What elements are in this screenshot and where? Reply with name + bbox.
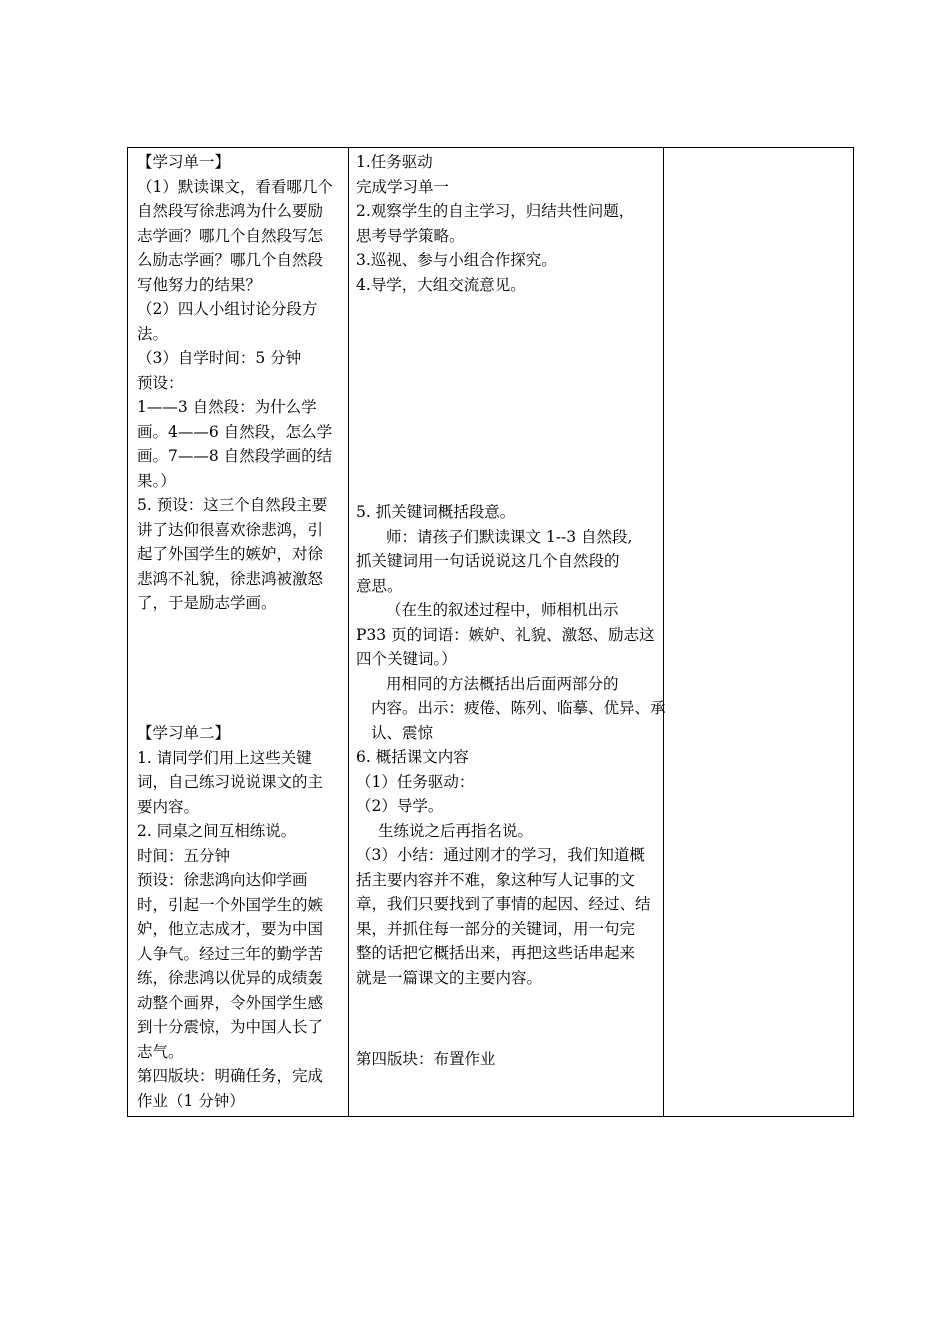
text-line: （3）小结：通过刚才的学习，我们知道概	[356, 846, 645, 864]
text-line: 作业（1 分钟）	[137, 1091, 245, 1110]
text-line: 动整个画界，令外国学生感	[137, 993, 324, 1012]
text-line: 内容。出示：疲倦、陈列、临摹、优异、承	[371, 699, 666, 717]
text-line: 法。	[137, 324, 169, 343]
text-line: （1）任务驱动：	[356, 772, 475, 791]
text-line: 【学习单二】	[137, 724, 231, 742]
text-line: 时间：五分钟	[137, 846, 231, 865]
text-line: 1——3 自然段：为什么学	[137, 398, 317, 416]
text-line: 志学画？哪几个自然段写怎	[137, 226, 324, 245]
text-line: 词，自己练习说说课文的主	[137, 773, 324, 791]
text-line: 了，于是励志学画。	[137, 594, 277, 612]
text-line: （2）导学。	[356, 797, 444, 815]
text-line: 1.任务驱动	[356, 153, 433, 171]
notes-column	[665, 148, 853, 1116]
text-line: 认、震惊	[371, 723, 434, 742]
text-line: 第四版块：明确任务，完成	[137, 1067, 324, 1085]
text-line: 3.巡视、参与小组合作探究。	[356, 251, 557, 269]
text-line: 2. 同桌之间互相练说。	[137, 822, 297, 840]
text-line: 括主要内容并不难，象这种写人记事的文	[356, 870, 636, 889]
text-line: （1）默读课文，看看哪几个	[137, 177, 333, 196]
text-line: 时，引起一个外国学生的嫉	[137, 895, 324, 914]
text-line: 果。）	[137, 471, 176, 490]
text-line: 思考导学策略。	[356, 226, 465, 245]
text-line: 就是一篇课文的主要内容。	[356, 968, 543, 987]
student-activity-column	[137, 148, 347, 1116]
text-line: 抓关键词用一句话说说这几个自然段的	[356, 552, 620, 570]
text-line: 果，并抓住每一部分的关键词，用一句完	[356, 919, 636, 938]
text-line: 5. 抓关键词概括段意。	[356, 503, 516, 521]
column-divider	[663, 148, 664, 1116]
text-line: 妒，他立志成才，要为中国	[137, 920, 324, 938]
text-line: 志气。	[137, 1042, 184, 1061]
text-line: 4.导学，大组交流意见。	[356, 275, 526, 294]
text-line: 自然段写徐悲鸿为什么要励	[137, 202, 324, 220]
text-line: 【学习单一】	[137, 153, 231, 171]
text-line: 完成学习单一	[356, 177, 450, 196]
text-line: 预设：徐悲鸿向达仰学画	[137, 871, 308, 889]
text-line: 悲鸿不礼貌，徐悲鸿被激怒	[137, 569, 324, 588]
text-line: 用相同的方法概括出后面两部分的	[386, 674, 619, 693]
text-line: 讲了达仰很喜欢徐悲鸿，引	[137, 520, 324, 539]
text-line: 到十分震惊，为中国人长了	[137, 1018, 324, 1036]
text-line: 起了外国学生的嫉妒，对徐	[137, 545, 324, 563]
text-line: 预设：	[137, 373, 184, 392]
text-line: 师：请孩子们默读课文 1--3 自然段,	[386, 527, 633, 546]
text-line: 人争气。经过三年的勤学苦	[137, 944, 324, 963]
text-line: 练，徐悲鸿以优异的成绩轰	[137, 969, 324, 987]
text-line: 6. 概括课文内容	[356, 748, 469, 766]
text-line: （2）四人小组讨论分段方	[137, 300, 318, 318]
text-line: 5. 预设：这三个自然段主要	[137, 496, 328, 514]
lesson-plan-table	[127, 147, 854, 1117]
text-line: 整的话把它概括出来，再把这些话串起来	[356, 944, 636, 962]
text-line: 写他努力的结果？	[137, 275, 262, 294]
text-line: 第四版块：布置作业	[356, 1050, 496, 1068]
text-line: （3）自学时间：5 分钟	[137, 349, 302, 367]
text-line: 四个关键词。）	[356, 650, 457, 668]
text-line: 意思。	[356, 576, 403, 595]
text-line: （在生的叙述过程中，师相机出示	[386, 601, 619, 619]
text-line: 生练说之后再指名说。	[378, 821, 534, 840]
column-divider	[348, 148, 349, 1116]
text-line: P33 页的词语：嫉妒、礼貌、激怒、励志这	[356, 625, 655, 644]
text-line: 1. 请同学们用上这些关键	[137, 748, 312, 767]
text-line: 要内容。	[137, 797, 200, 816]
text-line: 2.观察学生的自主学习，归结共性问题，	[356, 202, 635, 220]
text-line: 章，我们只要找到了事情的起因、经过、结	[356, 895, 651, 913]
teacher-guidance-column	[356, 148, 666, 1116]
text-line: 画。4——6 自然段，怎么学	[137, 422, 333, 441]
text-line: 画。7——8 自然段学画的结	[137, 447, 333, 465]
text-line: 么励志学画？哪几个自然段	[137, 251, 324, 269]
